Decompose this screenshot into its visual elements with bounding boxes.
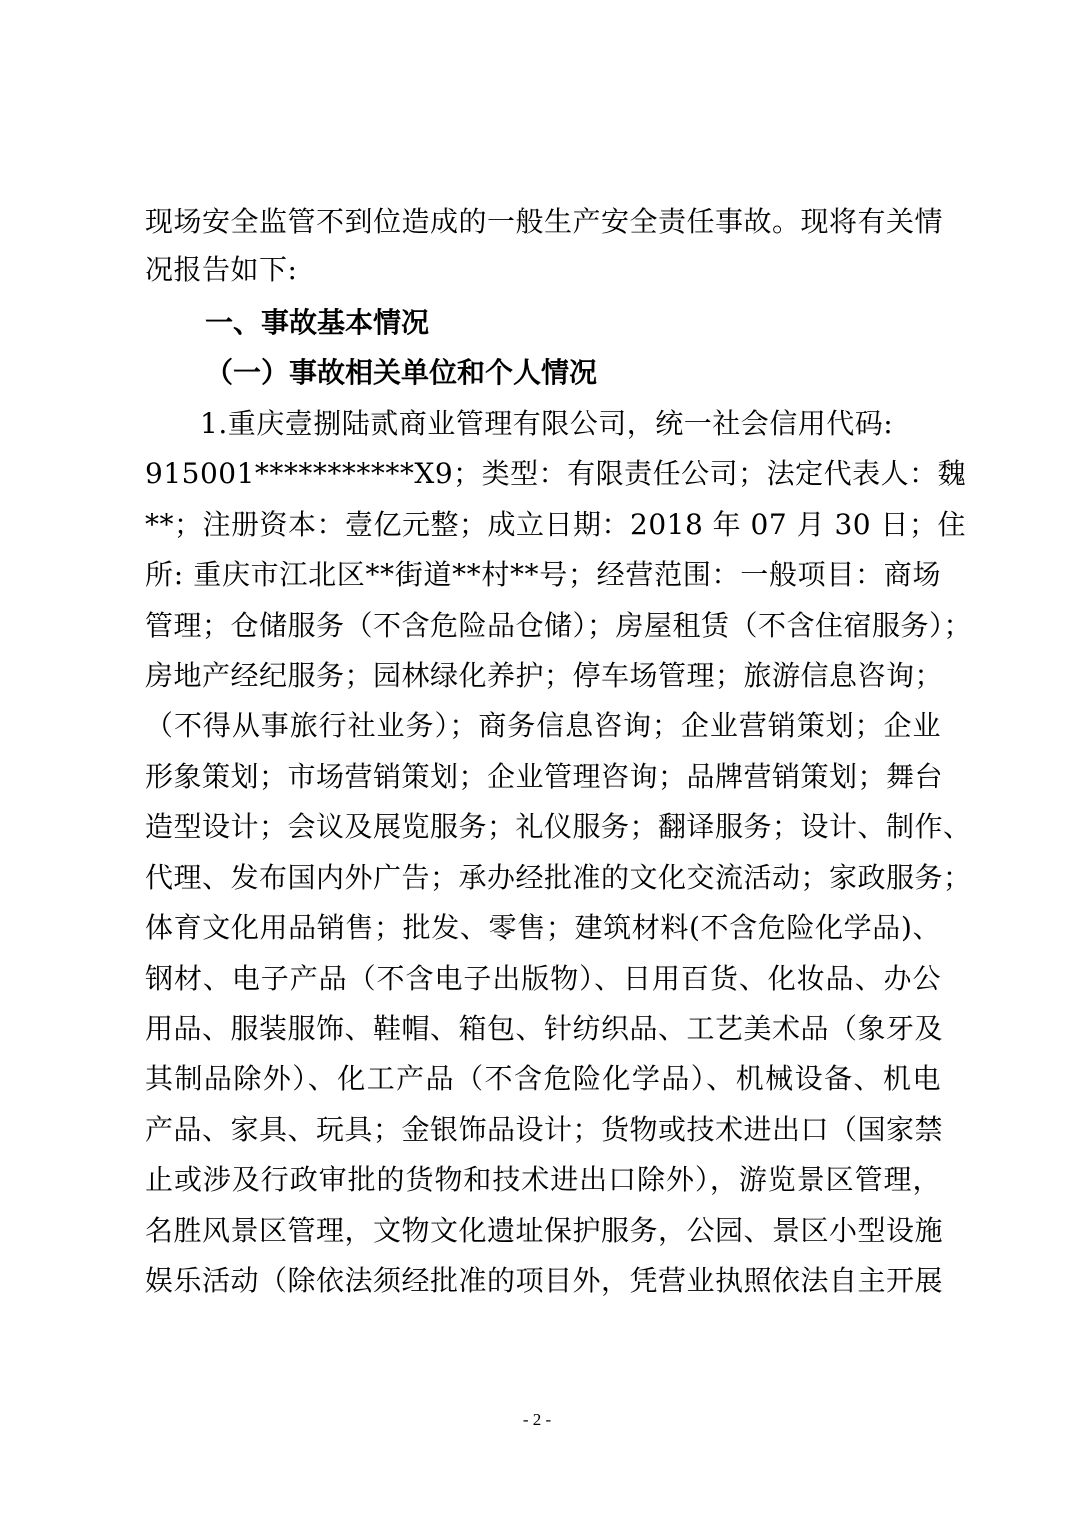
body-line-18: 娱乐活动（除依法须经批准的项目外，凭营业执照依法自主开展 — [145, 1264, 944, 1297]
body-line-11: 体育文化用品销售；批发、零售；建筑材料(不含危险化学品)、 — [145, 911, 941, 944]
intro-line-2: 况报告如下: — [145, 253, 298, 286]
body-line-12: 钢材、电子产品（不含电子出版物）、日用百货、化妆品、办公 — [145, 962, 941, 995]
intro-line-1: 现场安全监管不到位造成的一般生产安全责任事故。现将有关情 — [145, 205, 944, 238]
body-line-6: 房地产经纪服务；园林绿化养护；停车场管理；旅游信息咨询； — [145, 659, 944, 692]
section-heading: 一、事故基本情况 — [205, 306, 430, 339]
body-line-7: （不得从事旅行社业务）；商务信息咨询；企业营销策划；企业 — [145, 709, 941, 742]
body-line-17: 名胜风景区管理，文物文化遗址保护服务，公园、景区小型设施 — [145, 1214, 944, 1247]
body-line-5: 管理；仓储服务（不含危险品仓储）；房屋租赁（不含住宿服务）； — [145, 609, 973, 642]
body-line-15: 产品、家具、玩具；金银饰品设计；货物或技术进出口（国家禁 — [145, 1113, 944, 1146]
body-line-9: 造型设计；会议及展览服务；礼仪服务；翻译服务；设计、制作、 — [145, 810, 972, 843]
body-line-4: 所: 重庆市江北区**街道**村**号；经营范围：一般项目：商场 — [145, 558, 941, 591]
page-number: - 2 - — [522, 1410, 552, 1429]
body-line-1: 1.重庆壹捌陆贰商业管理有限公司，统一社会信用代码: — [200, 407, 894, 440]
body-line-13: 用品、服装服饰、鞋帽、箱包、针纺织品、工艺美术品（象牙及 — [145, 1012, 944, 1045]
subsection-heading: （一）事故相关单位和个人情况 — [205, 356, 598, 389]
body-line-16: 止或涉及行政审批的货物和技术进出口除外），游览景区管理， — [145, 1163, 941, 1196]
body-line-8: 形象策划；市场营销策划；企业管理咨询；品牌营销策划；舞台 — [145, 760, 944, 793]
body-line-10: 代理、发布国内外广告；承办经批准的文化交流活动；家政服务； — [145, 861, 972, 894]
body-line-14: 其制品除外）、化工产品（不含危险化学品）、机械设备、机电 — [145, 1062, 941, 1095]
body-line-2: 915001***********X9；类型：有限责任公司；法定代表人：魏 — [145, 457, 967, 490]
body-line-3: **；注册资本：壹亿元整；成立日期：2018 年 07 月 30 日；住 — [145, 508, 967, 541]
